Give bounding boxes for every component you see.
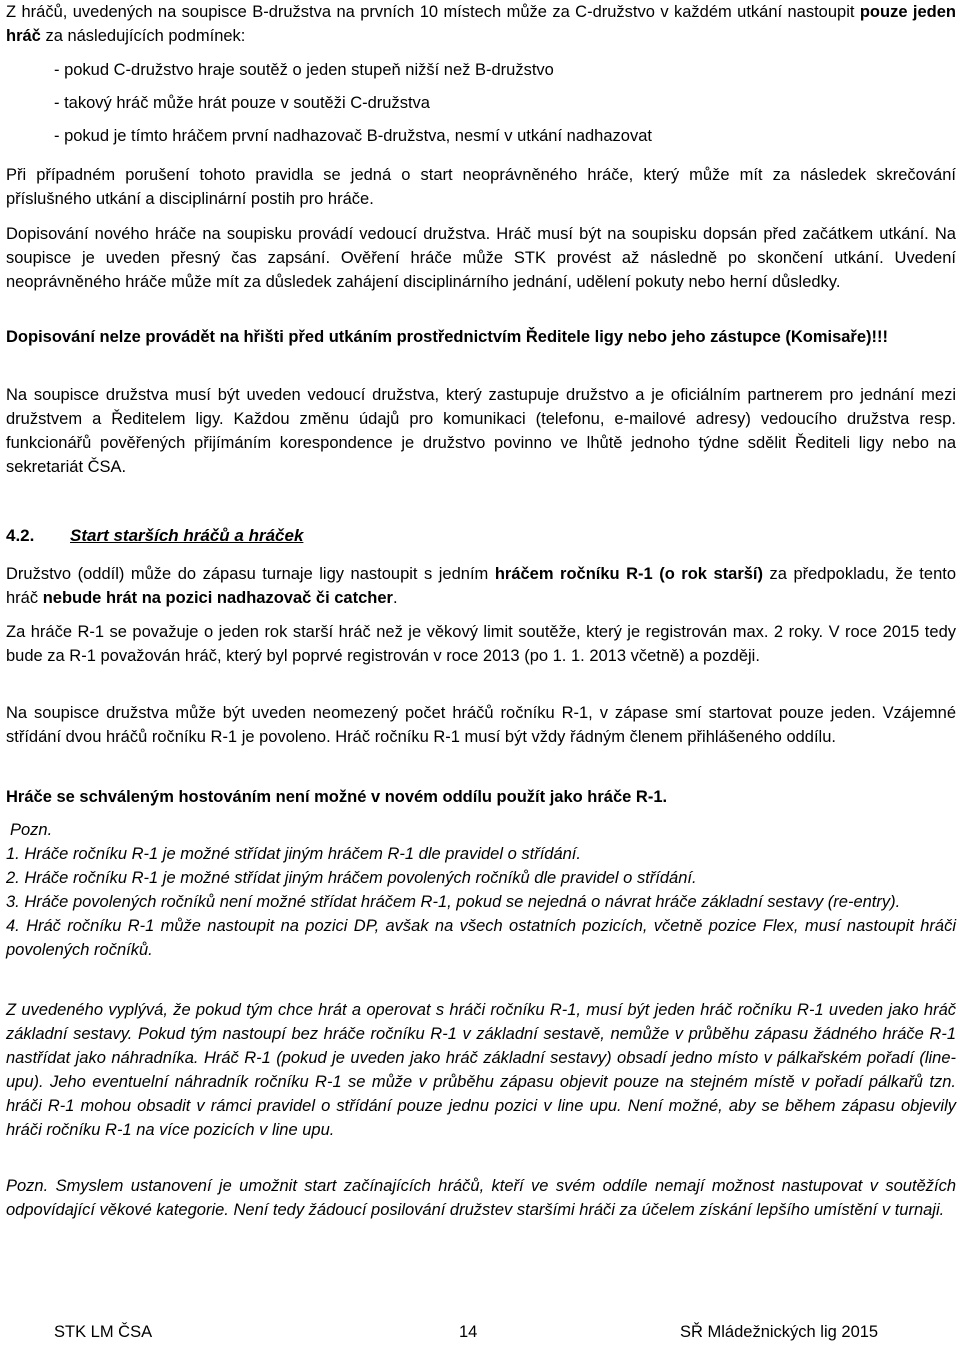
paragraph-r1-consequences: Z uvedeného vyplývá, že pokud tým chce hrát a operovat s hráči ročníku R-1, musí být jeden hráč ročníku R-1 uveden jako hráč základní sestavy. Pokud tým nastoupí bez hráče ročníku R-1 v základní sestavě, nemůže v průběhu zápasu žádného hráče R-1 nastřídat jako náhradníka. Hráč R-1 (pokud je uveden jako hráč základní sestavy) obsadí jedno místo v pálkařském pořadí (line-upu). Jeho eventuelní náhradník ročníku R-1 se může v průběhu zápasu objevit pouze na stejném místě v pořadí pálkařů tzn. hráči R-1 mohou obsadit v rámci pravidel o střídání pouze jednu pozici v line upu. Není možné, aby se během zápasu objevily hráči ročníku R-1 na více pozicích v line upu. [6,1001,956,1139]
paragraph-r1-player: Družstvo (oddíl) může do zápasu turnaje ligy nastoupit s jedním hráčem ročníku R-1 (o rok starší) za předpokladu, že tento hráč nebude hrát na pozici nadhazovač či catcher. [6,565,957,607]
footer-right: SŘ Mládežnických lig 2015 [680,1323,879,1341]
paragraph-violation: Při případném porušení tohoto pravidla se jedná o start neoprávněného hráče, který může mít za následek skrečování příslušného utkání a disciplinární postih pro hráče. [6,166,956,208]
note-item: 3. Hráče povolených ročníků není možné střídat hráčem R-1, pokud se nejedná o návrat hráče základní sestavy (re-entry). [6,893,901,911]
paragraph-purpose-note: Pozn. Smyslem ustanovení je umožnit start začínajících hráčů, kteří ve svém oddíle nemají možnost nastupovat v soutěžích odpovídající věkové kategorie. Není tedy žádoucí posilování družstev staršími hráči za účelem získání lepšího umístění v turnaji. [6,1177,956,1219]
paragraph-r1-roster: Na soupisce družstva může být uveden neomezený počet hráčů ročníku R-1, v zápase smí startovat pouze jeden. Vzájemné střídání dvou hráčů ročníku R-1 je povoleno. Hráč ročníku R-1 musí být vždy řádným členem přihlášeného oddílu. [6,704,956,746]
section-title: Start starších hráčů a hráček [70,526,304,545]
footer-left: STK LM ČSA [54,1323,153,1341]
note-item: 1. Hráče ročníku R-1 je možné střídat jiným hráčem R-1 dle pravidel o střídání. [6,845,581,863]
paragraph-no-adding-on-field: Dopisování nelze provádět na hřišti před utkáním prostřednictvím Ředitele ligy nebo jeho zástupce (Komisaře)!!! [6,328,889,346]
paragraph-hosting: Hráče se schváleným hostováním není možné v novém oddílu použít jako hráče R-1. [6,788,668,806]
section-number: 4.2. [6,526,35,545]
notes-label: Pozn. [10,821,53,839]
conditions-list [6,54,956,153]
condition-item: - pokud C-družstvo hraje soutěž o jeden stupeň nižší než B-družstvo [54,61,554,79]
notes-list [6,818,956,962]
note-item: 4. Hráč ročníku R-1 může nastoupit na pozici DP, avšak na všech ostatních pozicích, včetně pozice Flex, musí nastoupit hráči povolených ročníků. [6,917,956,959]
section-heading [6,526,956,546]
note-item: 2. Hráče ročníku R-1 je možné střídat jiným hráčem povolených ročníků dle pravidel o střídání. [6,869,697,887]
page-number: 14 [459,1323,478,1341]
paragraph-b-team-rule: Z hráčů, uvedených na soupisce B-družstva na prvních 10 místech může za C-družstvo v každém utkání nastoupit pouze jeden hráč za následujících podmínek: [6,3,956,45]
paragraph-r1-definition: Za hráče R-1 se považuje o jeden rok starší hráč než je věkový limit soutěže, který je registrován max. 2 roky. V roce 2015 tedy bude za R-1 považován hráč, který byl poprvé registrován v roce 2013 (po 1. 1. 2013 včetně) a později. [6,623,956,665]
page-footer [0,1323,960,1349]
paragraph-adding-player: Dopisování nového hráče na soupisku provádí vedoucí družstva. Hráč musí být na soupisku dopsán před začátkem utkání. Na soupisce je uveden přesný čas zapsání. Ověření hráče může STK provést až následně po skončení utkání. Uvedení neoprávněného hráče může mít za důsledek zahájení disciplinárního jednání, udělení pokuty nebo herní důsledky. [6,225,956,291]
condition-item: - pokud je tímto hráčem první nadhazovač B-družstva, nesmí v utkání nadhazovat [54,127,652,145]
condition-item: - takový hráč může hrát pouze v soutěži C-družstva [54,94,430,112]
paragraph-team-leader: Na soupisce družstva musí být uveden vedoucí družstva, který zastupuje družstvo a je oficiálním partnerem pro jednání mezi družstvem a Ředitelem ligy. Každou změnu údajů pro komunikaci (telefonu, e-mailové adresy) vedoucího družstva resp. funkcionářů pověřených přijímáním korespondence je družstvo povinno ve lhůtě jednoho týdne sdělit Řediteli ligy nebo na sekretariát ČSA. [6,386,956,476]
